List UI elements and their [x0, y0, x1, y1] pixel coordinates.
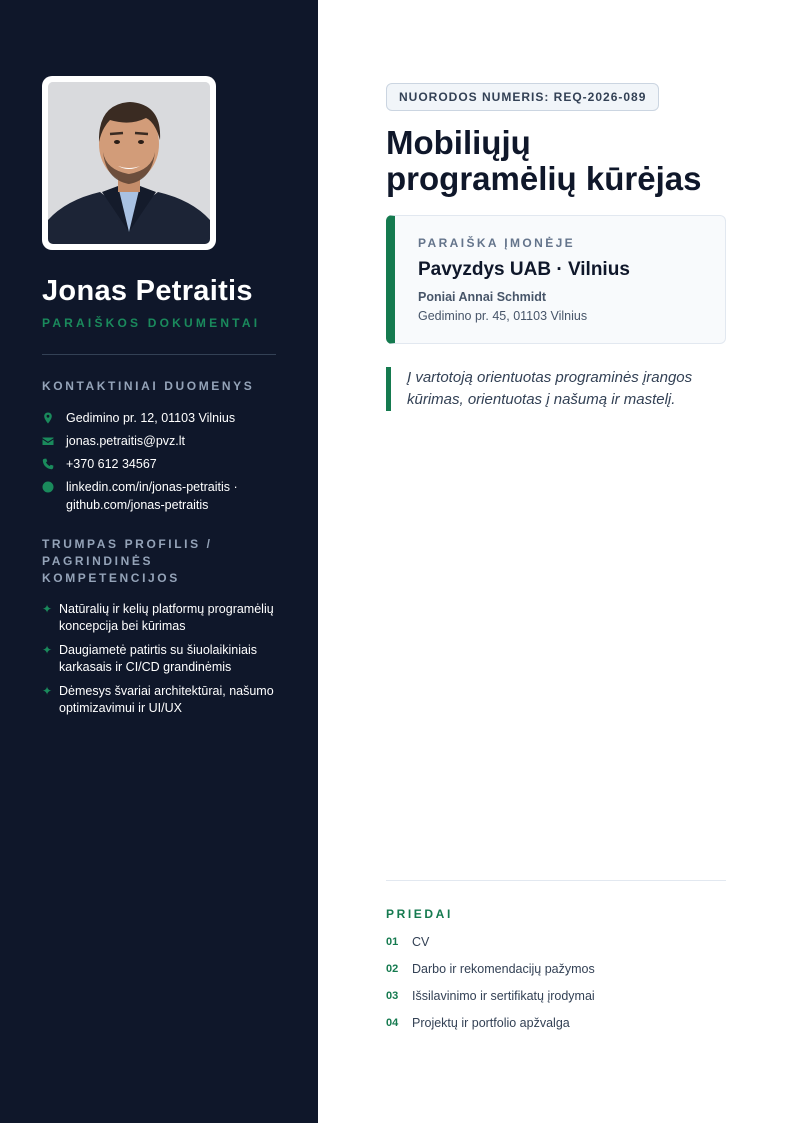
attachment-number: 01	[386, 936, 399, 948]
sidebar-divider	[42, 354, 276, 355]
attachment-label: CV	[412, 935, 430, 949]
attachment-label: Projektų ir portfolio apžvalga	[412, 1016, 570, 1030]
document-subtitle: PARAIŠKOS DOKUMENTAI	[42, 316, 261, 330]
company-card	[386, 215, 726, 344]
attachments-section	[386, 880, 726, 1042]
attachment-number: 02	[386, 963, 399, 975]
phone-icon	[42, 455, 66, 473]
attachment-item	[386, 961, 726, 977]
company-card-label: PARAIŠKA ĮMONĖJE	[418, 236, 576, 250]
skill-text: Dėmesys švariai architektūrai, našumo optimizavimui ir UI/UX	[59, 684, 274, 715]
tagline-quote: Į vartotoją orientuotas programinės įrangos kūrimas, orientuotas į našumą ir mastelį.	[386, 367, 726, 411]
envelope-icon	[42, 432, 66, 450]
profile-photo	[48, 82, 210, 244]
sparkle-icon: ✦	[42, 602, 53, 616]
profile-section-title: TRUMPAS PROFILIS / PAGRINDINĖS KOMPETENCIJOS	[42, 537, 213, 585]
contact-email-text[interactable]: jonas.petraitis@pvz.lt	[66, 434, 185, 448]
photo-frame	[42, 76, 216, 250]
contact-list	[42, 409, 276, 514]
attachment-item	[386, 988, 726, 1004]
skill-item	[42, 683, 276, 717]
reference-badge: NUORODOS NUMERIS: REQ-2026-089	[386, 83, 659, 111]
contact-web[interactable]	[42, 478, 276, 514]
contact-section-title: KONTAKTINIAI DUOMENYS	[42, 379, 255, 393]
attachment-label: Išsilavinimo ir sertifikatų įrodymai	[412, 989, 595, 1003]
skills-list	[42, 601, 276, 717]
attachment-item	[386, 1015, 726, 1031]
contact-email[interactable]	[42, 432, 276, 450]
attachments-list	[386, 934, 726, 1031]
job-title: Mobiliųjų programėlių kūrėjas	[386, 124, 702, 197]
main-content	[386, 83, 726, 411]
attachment-label: Darbo ir rekomendacijų pažymos	[412, 962, 595, 976]
applicant-name: Jonas Petraitis	[42, 275, 253, 307]
contact-address-text: Gedimino pr. 12, 01103 Vilnius	[66, 411, 236, 425]
globe-icon	[42, 478, 66, 496]
skill-item	[42, 601, 276, 635]
attachment-number: 03	[386, 990, 399, 1002]
location-pin-icon	[42, 409, 66, 427]
contact-address	[42, 409, 276, 427]
skill-text: Daugiametė patirtis su šiuolaikiniais karkasais ir CI/CD grandinėmis	[59, 643, 258, 674]
skill-item	[42, 642, 276, 676]
attachment-number: 04	[386, 1017, 399, 1029]
sparkle-icon: ✦	[42, 684, 53, 698]
company-name: Pavyzdys UAB · Vilnius	[418, 259, 630, 280]
attachments-title: PRIEDAI	[386, 907, 453, 921]
company-address: Gedimino pr. 45, 01103 Vilnius	[418, 309, 588, 323]
contact-web-text[interactable]: linkedin.com/in/jonas-petraitis · github.com/jonas-petraitis	[66, 480, 238, 512]
recipient-name: Poniai Annai Schmidt	[418, 290, 547, 304]
sidebar	[0, 0, 318, 1123]
attachment-item	[386, 934, 726, 950]
contact-phone[interactable]	[42, 455, 276, 473]
skill-text: Natūralių ir kelių platformų programėlių koncepcija bei kūrimas	[59, 602, 274, 633]
sparkle-icon: ✦	[42, 643, 53, 657]
contact-phone-text[interactable]: +370 612 34567	[66, 457, 157, 471]
